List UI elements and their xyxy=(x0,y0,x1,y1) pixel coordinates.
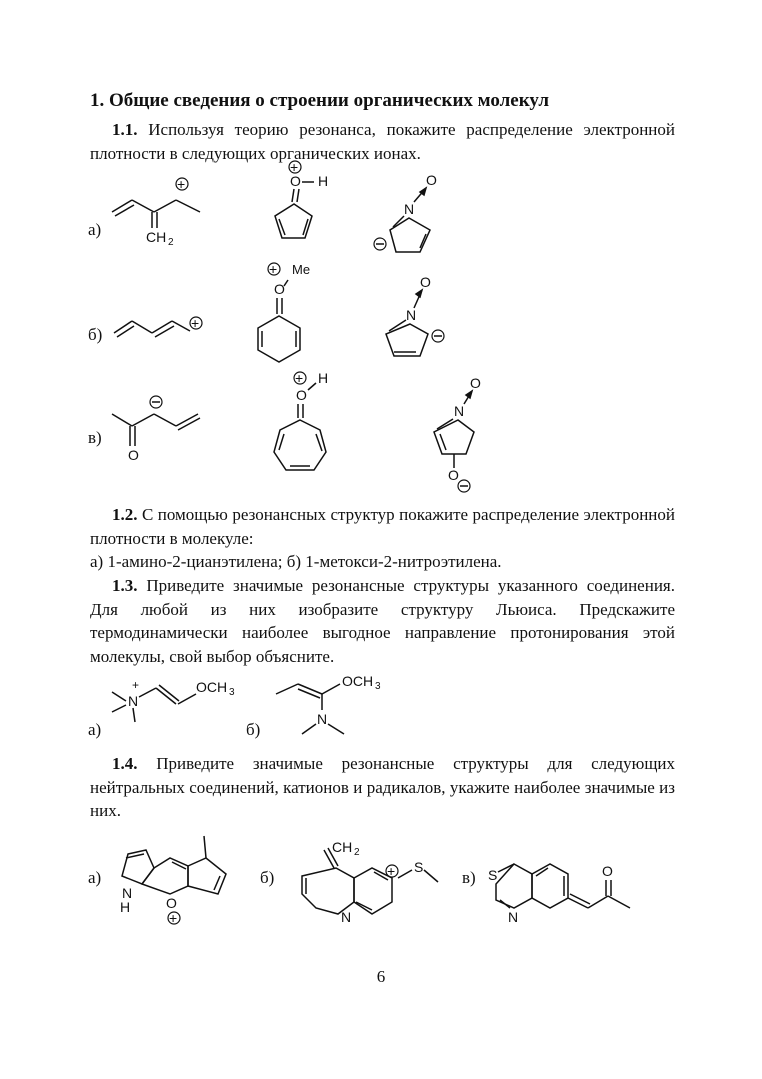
svg-text:H: H xyxy=(120,899,131,915)
svg-text:N: N xyxy=(317,711,328,727)
question-subitems: а) 1-амино-2-цианэтилена; б) 1-метокси-2-нитроэтилена. xyxy=(90,552,502,571)
svg-text:Me: Me xyxy=(292,262,311,277)
question-text: Приведите значимые резонансные структуры указанного соединения. Для любой из них изобразите структуру Льюиса. Предскажите термодинамически наиболее выгодное направление протонирования этой молекулы, свой выбор объясните. xyxy=(90,576,675,666)
label-v: в) xyxy=(88,428,102,447)
question-number: 1.1. xyxy=(112,120,138,139)
question-number: 1.4. xyxy=(112,754,138,773)
question-number: 1.2. xyxy=(112,505,138,524)
svg-text:CH: CH xyxy=(332,839,353,855)
svg-text:O: O xyxy=(128,447,139,463)
page-number: 6 xyxy=(376,967,386,986)
svg-text:+: + xyxy=(387,863,396,879)
svg-text:O: O xyxy=(296,387,307,403)
svg-text:O: O xyxy=(448,467,459,483)
structure-1-4-a xyxy=(108,828,248,928)
structure-1-1-a-3 xyxy=(362,168,442,258)
svg-text:O: O xyxy=(166,895,177,911)
svg-text:+: + xyxy=(269,261,278,277)
question-text: Приведите значимые резонансные структуры для следующих нейтральных соединений, катионов и радикалов, укажите наиболее значимые из них. xyxy=(90,754,676,820)
structure-1-4-b xyxy=(298,838,448,933)
svg-text:N: N xyxy=(122,885,133,901)
label-b: б) xyxy=(88,325,103,344)
question-1-3 xyxy=(90,574,675,668)
svg-text:CH: CH xyxy=(146,229,167,245)
structure-1-1-a-1 xyxy=(110,170,220,250)
svg-text:2: 2 xyxy=(168,237,174,248)
svg-text:N: N xyxy=(508,909,519,925)
question-number: 1.3. xyxy=(112,576,138,595)
svg-text:S: S xyxy=(488,867,498,883)
structure-1-1-v-1 xyxy=(110,390,230,465)
svg-text:+: + xyxy=(177,176,186,192)
svg-text:N: N xyxy=(341,909,352,925)
structure-1-4-v xyxy=(484,862,654,932)
svg-text:3: 3 xyxy=(375,681,381,692)
label-a: а) xyxy=(88,868,102,887)
svg-text:+: + xyxy=(290,159,299,175)
svg-text:O: O xyxy=(290,173,301,189)
svg-text:+: + xyxy=(132,678,140,692)
structure-1-1-b-2 xyxy=(248,258,338,368)
question-1-4 xyxy=(90,752,675,823)
section-title: 1. Общие сведения о строении органических молекул xyxy=(90,90,550,111)
structure-1-1-b-1 xyxy=(112,305,212,345)
label-a: а) xyxy=(88,220,102,239)
structure-1-1-v-3 xyxy=(418,374,498,494)
question-1-1 xyxy=(90,118,675,165)
svg-text:H: H xyxy=(318,370,329,386)
svg-text:N: N xyxy=(406,307,417,323)
svg-text:H: H xyxy=(318,173,329,189)
question-text: С помощью резонансных структур покажите распределение электронной плотности в молекуле: xyxy=(90,505,675,548)
svg-text:+: + xyxy=(295,370,304,386)
label-b: б) xyxy=(260,868,275,887)
question-1-2 xyxy=(90,503,675,574)
svg-text:N: N xyxy=(128,693,139,709)
structure-1-1-v-2 xyxy=(260,368,340,483)
svg-text:+: + xyxy=(191,315,200,331)
question-text: Используя теорию резонанса, покажите распределение электронной плотности в следующих органических ионах. xyxy=(90,120,675,163)
svg-text:O: O xyxy=(426,172,437,188)
svg-text:O: O xyxy=(602,863,613,879)
svg-text:N: N xyxy=(404,201,415,217)
structure-1-1-b-3 xyxy=(370,270,450,365)
svg-text:OCH: OCH xyxy=(342,673,374,689)
svg-text:+: + xyxy=(169,910,178,926)
svg-text:O: O xyxy=(274,281,285,297)
structure-1-3-b xyxy=(272,670,392,740)
structure-1-1-a-2 xyxy=(262,158,342,253)
label-v: в) xyxy=(462,868,476,887)
label-a: а) xyxy=(88,720,102,739)
svg-text:OCH: OCH xyxy=(196,679,228,695)
svg-text:S: S xyxy=(414,859,424,875)
label-b: б) xyxy=(246,720,261,739)
svg-text:N: N xyxy=(454,403,465,419)
svg-text:O: O xyxy=(470,375,481,391)
svg-text:O: O xyxy=(420,274,431,290)
structure-1-3-a xyxy=(108,672,248,732)
svg-text:3: 3 xyxy=(229,687,235,698)
svg-text:2: 2 xyxy=(354,847,360,858)
